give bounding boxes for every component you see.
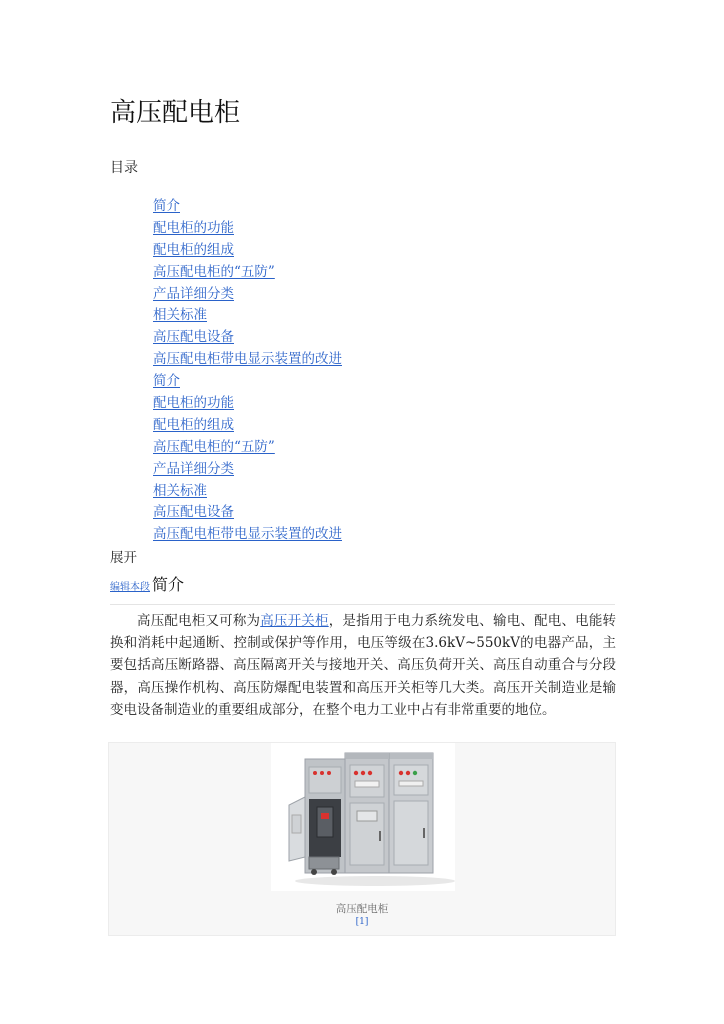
toc-link-five-prevention-2[interactable]: 高压配电柜的“五防” bbox=[153, 438, 275, 455]
toc-link-intro[interactable]: 简介 bbox=[153, 198, 180, 214]
toc-item bbox=[153, 284, 342, 306]
figure-reference-link[interactable]: [1] bbox=[355, 917, 369, 927]
toc-link-intro-2[interactable]: 简介 bbox=[153, 373, 180, 390]
toc-item bbox=[153, 437, 342, 459]
edit-section-link[interactable]: 编辑本段 bbox=[110, 582, 150, 593]
page-title: 高压配电柜 bbox=[110, 98, 241, 128]
toc-link-functions-2[interactable]: 配电柜的功能 bbox=[153, 395, 234, 412]
toc-link-composition[interactable]: 配电柜的组成 bbox=[153, 241, 234, 258]
toc-link-live-display[interactable]: 高压配电柜带电显示装置的改进 bbox=[153, 351, 342, 368]
toc-link-classification[interactable]: 产品详细分类 bbox=[153, 285, 234, 302]
toc-link-standards-2[interactable]: 相关标准 bbox=[153, 482, 207, 499]
toc-item bbox=[153, 349, 342, 371]
toc-item bbox=[153, 196, 342, 218]
figure-box bbox=[108, 742, 616, 936]
section-title: 简介 bbox=[152, 575, 185, 594]
toc-heading: 目录 bbox=[110, 160, 138, 176]
toc-item bbox=[153, 218, 342, 240]
toc-link-five-prevention[interactable]: 高压配电柜的“五防” bbox=[153, 263, 275, 280]
toc-item bbox=[153, 305, 342, 327]
toc-item bbox=[153, 327, 342, 349]
toc-item bbox=[153, 371, 342, 393]
toc-item bbox=[153, 393, 342, 415]
toc-link-classification-2[interactable]: 产品详细分类 bbox=[153, 460, 234, 477]
para-text-after-link: ，是指用于电力系统发电、输电、配电、电能转换和消耗中起通断、控制或保护等作用，电压等级在3.6kV~550kV的电器产品，主要包括高压断路器、高压隔离开关与接地开关、高压负荷开关、高压自动重合与分段器，高压操作机构、高压防爆配电装置和高压开关柜等几大类。高压开关制造业是输变电设备制造业的重要组成部分，在整个电力工业中占有非常重要的地位。 bbox=[110, 613, 617, 718]
figure-caption: 高压配电柜 bbox=[335, 903, 389, 915]
switchgear-link[interactable]: 高压开关柜 bbox=[260, 613, 329, 629]
toc-link-live-display-2[interactable]: 高压配电柜带电显示装置的改进 bbox=[153, 526, 342, 543]
toc-link-standards[interactable]: 相关标准 bbox=[153, 307, 207, 324]
section-header bbox=[110, 572, 184, 595]
toc-item bbox=[153, 481, 342, 503]
table-of-contents bbox=[153, 196, 342, 546]
intro-paragraph bbox=[110, 610, 616, 721]
toc-link-functions[interactable]: 配电柜的功能 bbox=[153, 219, 234, 236]
toc-item bbox=[153, 415, 342, 437]
toc-item bbox=[153, 459, 342, 481]
toc-item bbox=[153, 262, 342, 284]
toc-link-equipment[interactable]: 高压配电设备 bbox=[153, 329, 234, 346]
toc-item bbox=[153, 502, 342, 524]
toc-item bbox=[153, 524, 342, 546]
expand-toggle[interactable]: 展开 bbox=[110, 550, 137, 566]
para-text-before-link: 高压配电柜又可称为 bbox=[137, 613, 261, 629]
toc-link-composition-2[interactable]: 配电柜的组成 bbox=[153, 416, 234, 433]
toc-link-equipment-2[interactable]: 高压配电设备 bbox=[153, 504, 234, 521]
section-divider bbox=[110, 604, 615, 605]
toc-item bbox=[153, 240, 342, 262]
cabinet-illustration bbox=[271, 743, 455, 891]
switchgear-cabinet-image[interactable] bbox=[271, 743, 455, 891]
